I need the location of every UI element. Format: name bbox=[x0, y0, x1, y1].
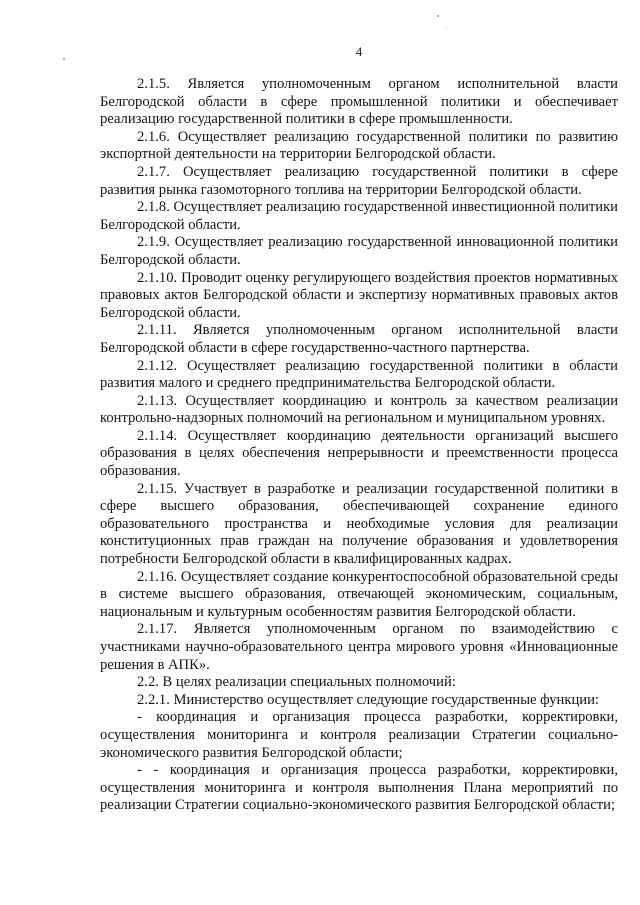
page-number: 4 bbox=[355, 44, 363, 59]
paragraph-2-1-17: 2.1.17. Является уполномоченным органом по взаимодействию с участниками научно-образовательного центра мирового уровня «Инновационные решения в АПК». bbox=[100, 621, 618, 673]
paragraph-2-1-13: 2.1.13. Осуществляет координацию и контроль за качеством реализации контрольно-надзорных полномочий на региональном и муниципальном уровнях. bbox=[100, 392, 618, 427]
paragraph-2-1-7: 2.1.7. Осуществляет реализацию государственной политики в сфере развития рынка газомоторного топлива на территории Белгородской области. bbox=[100, 163, 618, 198]
paragraph-2-1-16: 2.1.16. Осуществляет создание конкурентоспособной образовательной среды в системе высшего образования, отвечающей экономическим, социальным, национальным и культурным особенностям развития Белгородской области. bbox=[100, 568, 618, 620]
paragraph-2-1-10: 2.1.10. Проводит оценку регулирующего воздействия проектов нормативных правовых актов Белгородской области и экспертизу нормативных правовых актов Белгородской области. bbox=[100, 269, 618, 321]
scan-speck bbox=[437, 15, 439, 17]
paragraph-2-1-5: 2.1.5. Является уполномоченным органом исполнительной власти Белгородской области в сфере промышленной политики и обеспечивает реализацию государственной политики в сфере промышленности. bbox=[100, 76, 618, 128]
paragraph-2-1-9: 2.1.9. Осуществляет реализацию государственной инновационной политики Белгородской области. bbox=[100, 234, 618, 268]
scan-speck bbox=[446, 27, 447, 28]
paragraph-2-1-11: 2.1.11. Является уполномоченным органом исполнительной власти Белгородской области в сфере государственно-частного партнерства. bbox=[100, 322, 618, 356]
list-item: - координация и организация процесса разработки, корректировки, осуществления мониторинга и контроля реализации Стратегии социально-экономического развития Белгородской области; bbox=[100, 709, 618, 761]
paragraph-2-1-15: 2.1.15. Участвует в разработке и реализации государственной политики в сфере высшего образования, обеспечивающей сохранение единого образовательного пространства и необходимые условия для реализации конституционных прав граждан на получение образования и удовлетворения потребности Белгородской области в квалифицированных кадрах. bbox=[100, 480, 618, 568]
paragraph-2-1-6: 2.1.6. Осуществляет реализацию государственной политики по развитию экспортной деятельности на территории Белгородской области. bbox=[100, 128, 618, 163]
paragraph-2-2: 2.2. В целях реализации специальных полномочий: bbox=[137, 674, 456, 691]
paragraph-2-1-12: 2.1.12. Осуществляет реализацию государственной политики в области развития малого и среднего предпринимательства Белгородской области. bbox=[100, 357, 618, 392]
paragraph-2-1-8: 2.1.8. Осуществляет реализацию государственной инвестиционной политики Белгородской области. bbox=[100, 199, 618, 233]
document-body bbox=[100, 76, 618, 815]
paragraph-2-2-1: 2.2.1. Министерство осуществляет следующие государственные функции: bbox=[137, 691, 599, 708]
scan-speck bbox=[63, 58, 65, 60]
paragraph-2-1-14: 2.1.14. Осуществляет координацию деятельности организаций высшего образования в целях обеспечения непрерывности и преемственности процесса образования. bbox=[100, 427, 618, 480]
list-item: - - координация и организация процесса разработки, корректировки, осуществления мониторинга и контроля выполнения Плана мероприятий по реализации Стратегии социально-экономического развития Белгородской области; bbox=[100, 762, 618, 814]
